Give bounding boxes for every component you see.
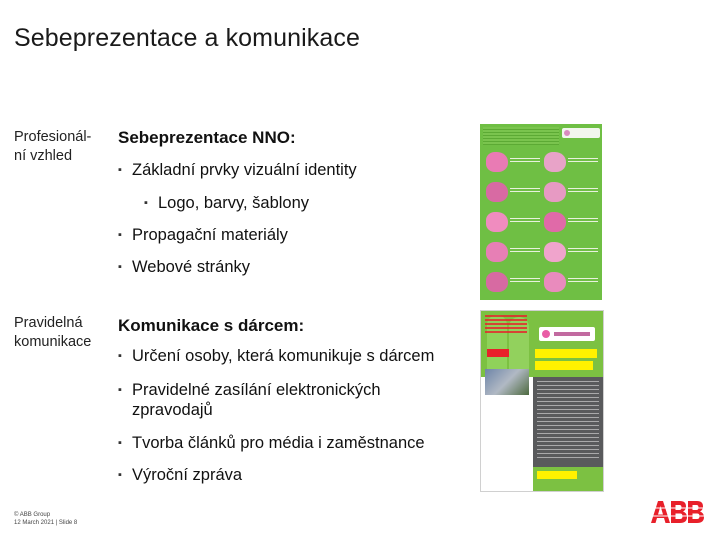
bullet-articles <box>118 433 425 454</box>
bullet-square-icon: ▪ <box>118 469 122 481</box>
bullet-newsletters-continued: zpravodajů <box>132 401 213 419</box>
bullet-text: Základní prvky vizuální identity <box>132 161 357 179</box>
sticker-image <box>486 152 508 172</box>
green-sticker-sheet-image <box>480 124 602 300</box>
side-label-communication: Pravidelná komunikace <box>14 315 92 350</box>
footer-date-slide: 12 March 2021 | Slide 8 <box>14 520 78 526</box>
sticker-text <box>510 248 540 254</box>
sticker-text <box>568 218 598 224</box>
sticker-text <box>568 278 598 284</box>
sticker-image <box>486 272 508 292</box>
sticker-text <box>510 158 540 164</box>
bullet-square-icon: ▪ <box>118 229 122 241</box>
bullet-websites <box>118 257 250 278</box>
slide-title: Sebeprezentace a komunikace <box>14 24 360 52</box>
newsletter-footer-box <box>533 467 603 491</box>
sticker-image <box>486 242 508 262</box>
newsletter-image <box>480 310 604 492</box>
bullet-square-icon: ▪ <box>118 164 122 176</box>
side-label-professional: Profesionál- ní vzhled <box>14 129 92 164</box>
sticker-text <box>510 218 540 224</box>
bullet-text: Logo, barvy, šablony <box>158 194 310 212</box>
bullet-text: Webové stránky <box>132 258 250 276</box>
bullet-text: Pravidelné zasílání elektronických <box>132 381 381 399</box>
bullet-promo-materials <box>118 225 288 246</box>
flyer-text-block <box>483 127 559 145</box>
newsletter-logo-icon <box>539 327 595 341</box>
bullet-square-icon: ▪ <box>118 437 122 449</box>
sticker-text <box>510 278 540 284</box>
bullet-visual-identity <box>118 160 357 181</box>
newsletter-abb-logo-icon <box>487 349 509 357</box>
bullet-square-icon: ▪ <box>118 384 122 396</box>
abb-logo-icon <box>650 500 705 524</box>
bullet-contact-person <box>118 346 435 367</box>
bullet-logo-colors <box>144 193 310 214</box>
heading-donor-communication: Komunikace s dárcem: <box>118 316 305 335</box>
footer-copyright: © ABB Group <box>14 512 51 518</box>
sticker-image <box>544 182 566 202</box>
bullet-text: Výroční zpráva <box>132 466 243 484</box>
newsletter-headline-bar <box>535 361 593 370</box>
sticker-text <box>568 248 598 254</box>
bullet-square-icon: ▪ <box>118 261 122 273</box>
bullet-newsletters <box>118 380 381 401</box>
bullet-square-icon: ▪ <box>118 350 122 362</box>
newsletter-headline-bar <box>535 349 597 358</box>
sticker-image <box>544 212 566 232</box>
sticker-image <box>544 242 566 262</box>
sticker-text <box>568 188 598 194</box>
newsletter-red-text <box>485 315 527 333</box>
bullet-square-icon: ▪ <box>144 197 148 209</box>
heading-self-presentation: Sebeprezentace NNO: <box>118 128 296 147</box>
sticker-image <box>544 272 566 292</box>
bullet-text: Propagační materiály <box>132 226 288 244</box>
sticker-text <box>568 158 598 164</box>
footer <box>14 511 77 527</box>
newsletter-text-column <box>533 377 603 467</box>
bullet-text: Určení osoby, která komunikuje s dárcem <box>132 347 435 365</box>
flyer-logo-icon <box>562 128 600 138</box>
newsletter-photo <box>485 369 529 395</box>
sticker-image <box>486 182 508 202</box>
sticker-text <box>510 188 540 194</box>
bullet-text: Tvorba článků pro média i zaměstnance <box>132 434 425 452</box>
sticker-image <box>486 212 508 232</box>
sticker-image <box>544 152 566 172</box>
bullet-annual-report <box>118 465 243 486</box>
